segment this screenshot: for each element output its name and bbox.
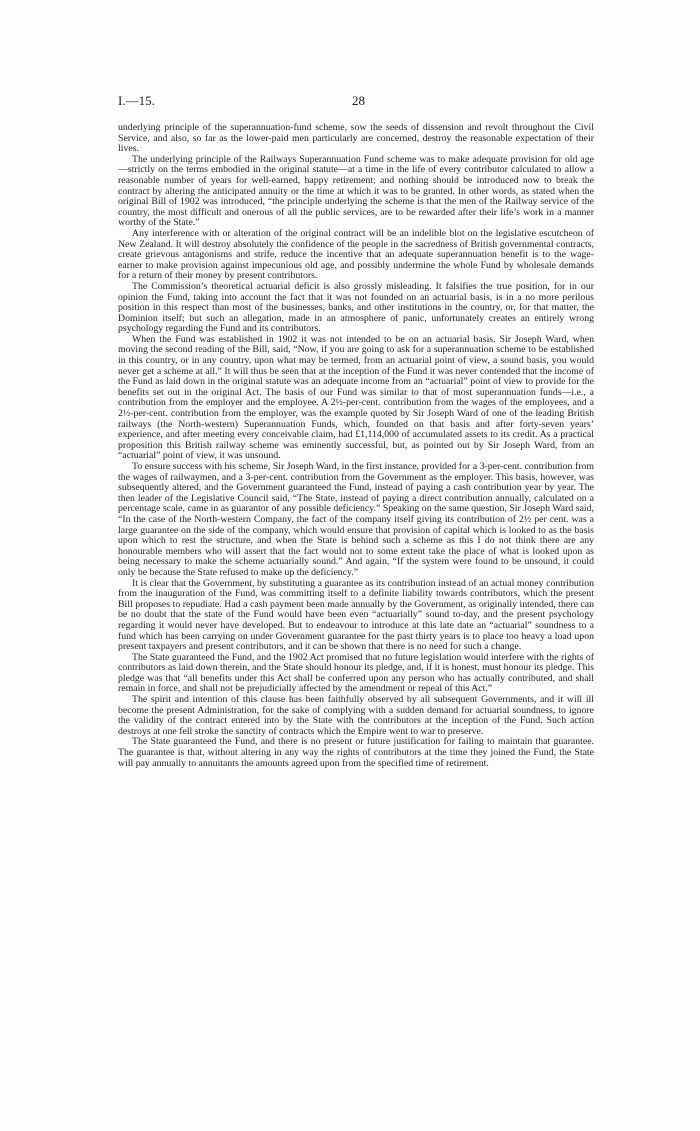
paragraph: The State guaranteed the Fund, and the 1902 Act promised that no future legislation would interfere with the rights of contributors as laid down therein, and the State should honour its pledge, and, if it is honest, must honour its pledge. This pledge was that “all benefits under this Act shall be conferred upon any person who has actually contributed, and shall remain in force, and shall not be prejudicially affected by the amendment or repeal of this Act.” — [118, 651, 594, 695]
document-reference: I.—15. — [118, 93, 155, 108]
body-text — [118, 123, 594, 769]
paragraph: The underlying principle of the Railways Superannuation Fund scheme was to make adequate provision for old age—strictly on the terms embodied in the original statute—at a time in the life of every contributor calculated to allow a reasonable number of years for well-earned, happy retirement; and nothing should be introduced now to break the contract by altering the anticipated annuity or the time at which it was to be granted. In other words, as stated when the original Bill of 1902 was introduced, “the principle underlying the scheme is that the men of the Railway service of the country, the most difficult and onerous of all the public services, are to be rewarded after their life’s work in a manner worthy of the State.” — [118, 153, 594, 229]
paragraph: The State guaranteed the Fund, and there is no present or future justification for failing to maintain that guarantee. The guarantee is that, without altering in any way the rights of contributors at the time they joined the Fund, the State will pay annually to annuitants the amounts agreed upon from the specified time of retirement. — [118, 736, 594, 769]
paragraph: Any interference with or alteration of the original contract will be an indelible blot on the legislative escutcheon of New Zealand. It will destroy absolutely the confidence of the people in the sacredness of British governmental contracts, create grievous antagonisms and strife, reduce the incentive that an adequate superannuation benefit is to the wage-earner to make provision against impecunious old age, and possibly undermine the whole Fund by wholesale demands for a return of their money by present contributors. — [118, 227, 594, 282]
paragraph: The Commission’s theoretical actuarial deficit is also grossly misleading. It falsifies the true position, for in our opinion the Fund, taking into account the fact that it was not founded on an actuarial basis, is in a no more perilous position in this respect than most of the businesses, banks, and other institutions in the country, or, for that matter, the Dominion itself; but such an allegation, made in an atmosphere of panic, unfortunately creates an entirely wrong psychology regarding the Fund and its contributors. — [118, 280, 594, 335]
paragraph: The spirit and intention of this clause has been faithfully observed by all subsequent Governments, and it will ill become the present Administration, for the sake of complying with a sudden demand for actuarial soundness, to ignore the validity of the contract entered into by the State with the contributors at the inception of the Fund. Such action destroys at one fell stroke the sanctity of contracts which the Empire went to war to preserve. — [118, 694, 594, 737]
paragraph: To ensure success with his scheme, Sir Joseph Ward, in the first instance, provided for a 3-per-cent. contribution from the wages of railwaymen, and a 3-per-cent. contribution from the Government as the employer. This basis, however, was subsequently altered, and the Government guaranteed the Fund, instead of paying a cash contribution year by year. The then leader of the Legislative Council said, “The State, instead of paying a direct contribution annually, calculated on a percentage scale, came in as guarantor of any possible deficiency.” Speaking on the same question, Sir Joseph Ward said, “In the case of the North-western Company, the fact of the company itself giving its contribution of 2½ per cent. was a large guarantee on the side of the company, which would ensure that provision of capital which is looked to as the basis upon which to rest the structure, and when the State is behind such a scheme as this I do not think there are any honourable members who will assert that the fact would not to some extent take the place of what is looked upon as being necessary to make the scheme actuarially sound.” And again, “If the system were found to be unsound, it could only be because the State refused to make up the deficiency.” — [118, 461, 594, 578]
paragraph: It is clear that the Government, by substituting a guarantee as its contribution instead of an actual money contribution from the inauguration of the Fund, was committing itself to a definite liability towards contributors, which the present Bill proposes to repudiate. Had a cash payment been made annually by the Government, as originally intended, there can be no doubt that the state of the Fund would have been even “actuarially” sound to-day, and the present psychology regarding it would never have developed. But to endeavour to introduce at this late date an “actuarial” soundness to a fund which has been carrying on under Government guarantee for the past thirty years is to place too heavy a load upon present taxpayers and present contributors, and it can be shown that there is no need for such a change. — [118, 577, 594, 653]
page-header — [118, 93, 592, 109]
paragraph: When the Fund was established in 1902 it was not intended to be on an actuarial basis. Sir Joseph Ward, when moving the second reading of the Bill, said, “Now, if you are going to ask for a superannuation scheme to be established in this country, or in any country, upon what may be termed, from an actuarial point of view, a sound basis, you would never get a scheme at all.” It will thus be seen that at the inception of the Fund it was never contended that the income of the Fund as laid down in the original statute was an adequate income from an “actuarial” point of view to provide for the benefits set out in the original Act. The basis of our Fund was similar to that of most superannuation funds—i.e., a contribution from the employer and the employee. A 2½-per-cent. contribution from the wages of the employees, and a 2½-per-cent. contribution from the employer, was the example quoted by Sir Joseph Ward of one of the leading British railways (the North-western) Superannuation Funds, which, founded on that basis and after forty-seven years’ experience, and after meeting every conceivable claim, had £1,114,000 of accumulated assets to its credit. As a practical proposition this British railway scheme was eminently successful, but, as pointed out by Sir Joseph Ward, from an “actuarial” point of view, it was unsound. — [118, 333, 594, 462]
page-number: 28 — [352, 93, 365, 108]
paragraph: underlying principle of the superannuation-fund scheme, sow the seeds of dissension and revolt throughout the Civil Service, and also, so far as the lower-paid men particularly are concerned, destroy the reasonable expectation of their lives. — [118, 122, 594, 155]
